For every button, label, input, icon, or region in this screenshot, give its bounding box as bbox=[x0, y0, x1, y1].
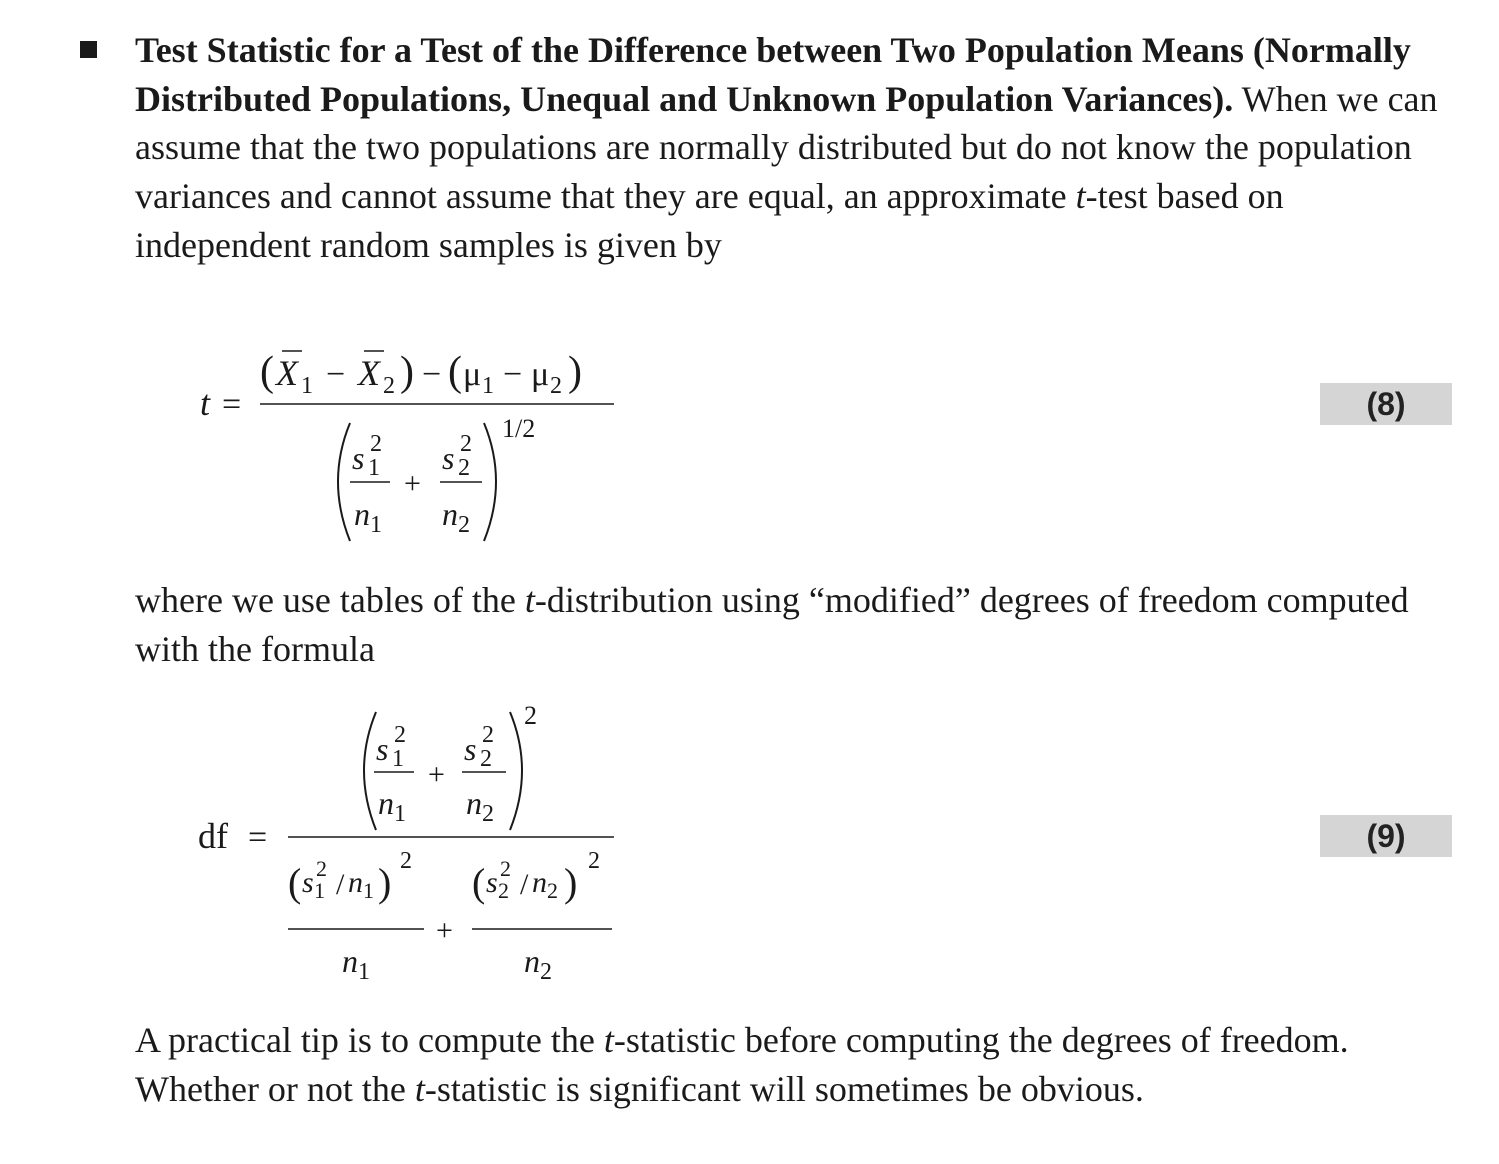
eq9-den-plus: + bbox=[436, 914, 453, 947]
eq9-den1-denom-sub: 1 bbox=[358, 959, 370, 985]
eq9-num-plus: + bbox=[428, 758, 445, 791]
eq9-den1-slash: / bbox=[336, 868, 345, 901]
paragraph-modified-df bbox=[135, 576, 1455, 673]
eq9-den2-slash: / bbox=[520, 868, 529, 901]
paragraph-test-statistic bbox=[135, 26, 1455, 270]
equation-number-9: (9) bbox=[1320, 815, 1452, 857]
paragraph-practical-tip bbox=[135, 1016, 1455, 1113]
equation-8 bbox=[190, 345, 650, 555]
eq9-den1-close: ) bbox=[378, 860, 392, 905]
eq8-den-paren-right bbox=[484, 423, 496, 541]
eq9-num-paren-left bbox=[364, 712, 376, 830]
eq9-num-s2-sq: 2 bbox=[482, 722, 494, 748]
eq8-sub-1b: 1 bbox=[482, 373, 494, 399]
eq9-den1-s-sub: 1 bbox=[314, 878, 325, 903]
eq9-den2-n-sub: 2 bbox=[547, 878, 558, 903]
eq9-num-s1-sq: 2 bbox=[394, 722, 406, 748]
eq9-den2-denom-n: n bbox=[524, 943, 540, 979]
eq8-n1: n bbox=[354, 496, 370, 532]
eq9-num-n1: n bbox=[378, 785, 394, 821]
equation-8-formula bbox=[190, 345, 650, 555]
para3-text-b: -statistic before computing the degrees of freedom. Whether or not the bbox=[135, 1020, 1349, 1109]
eq8-sub-2b: 2 bbox=[550, 373, 562, 399]
t-symbol: t bbox=[414, 1068, 425, 1109]
para3-text-c: -statistic is significant will sometimes be obvious. bbox=[424, 1068, 1144, 1109]
t-symbol: t bbox=[524, 580, 535, 620]
eq8-n2-sub: 2 bbox=[458, 512, 470, 538]
eq9-num-n2: n bbox=[466, 785, 482, 821]
eq8-s1-sq: 2 bbox=[370, 431, 382, 457]
para2-text-b: -distribution using “modified” degrees of freedom computed with the formula bbox=[135, 580, 1409, 669]
eq9-den2-s-sq: 2 bbox=[500, 856, 511, 881]
eq8-den-plus: + bbox=[404, 467, 421, 500]
eq9-den1-exp: 2 bbox=[400, 848, 412, 874]
eq8-s2: s bbox=[442, 440, 455, 476]
equation-9 bbox=[190, 700, 650, 990]
eq8-num-open-2: ( bbox=[448, 349, 462, 395]
eq8-num-close-1: ) bbox=[400, 349, 414, 395]
eq9-num-n1-sub: 1 bbox=[394, 801, 406, 827]
eq8-sub-2a: 2 bbox=[383, 373, 395, 399]
eq9-den1-denom-n: n bbox=[342, 943, 358, 979]
eq8-xbar-1: X bbox=[276, 353, 298, 393]
eq9-num-s1-sub: 1 bbox=[392, 746, 404, 772]
eq9-num-s2: s bbox=[464, 731, 477, 767]
eq8-xbar-2: X bbox=[358, 353, 380, 393]
para2-text-a: where we use tables of the bbox=[135, 580, 525, 620]
t-symbol: t bbox=[1075, 176, 1086, 217]
eq8-s1-sub: 1 bbox=[368, 455, 380, 481]
eq8-s2-sq: 2 bbox=[460, 431, 472, 457]
eq8-den-exponent: 1/2 bbox=[502, 414, 536, 443]
eq8-mu-2: μ bbox=[531, 356, 550, 393]
bullet-square-icon bbox=[80, 41, 97, 58]
eq9-den2-open: ( bbox=[472, 860, 486, 905]
eq8-minus-3: − bbox=[503, 356, 523, 393]
eq9-equals: = bbox=[248, 819, 268, 856]
eq8-den-paren-left bbox=[338, 423, 350, 541]
eq9-num-s2-sub: 2 bbox=[480, 746, 492, 772]
eq9-num-s1: s bbox=[376, 731, 389, 767]
eq8-lhs: t bbox=[200, 383, 211, 423]
eq8-s1: s bbox=[352, 440, 365, 476]
eq9-den1-n: n bbox=[348, 866, 363, 899]
eq8-num-open-1: ( bbox=[260, 349, 274, 395]
eq8-minus-2: − bbox=[422, 356, 442, 393]
eq9-den2-close: ) bbox=[564, 860, 578, 905]
para3-text-a: A practical tip is to compute the bbox=[135, 1020, 604, 1060]
eq9-den1-open: ( bbox=[288, 860, 302, 905]
eq9-lhs: df bbox=[198, 816, 228, 856]
equation-number-8: (8) bbox=[1320, 383, 1452, 425]
eq9-den2-n: n bbox=[532, 866, 547, 899]
eq8-mu-1: μ bbox=[463, 356, 482, 393]
eq9-den2-s: s bbox=[486, 866, 498, 899]
eq9-den2-s-sub: 2 bbox=[498, 878, 509, 903]
eq8-s2-sub: 2 bbox=[458, 455, 470, 481]
eq9-den1-s: s bbox=[302, 866, 314, 899]
eq9-num-exponent: 2 bbox=[524, 701, 537, 730]
para1-text-b: -test based on independent random samples is given by bbox=[135, 176, 1284, 265]
eq9-den1-n-sub: 1 bbox=[363, 878, 374, 903]
eq8-num-close-2: ) bbox=[568, 349, 582, 395]
eq9-den2-denom-sub: 2 bbox=[540, 959, 552, 985]
eq9-den1-s-sq: 2 bbox=[316, 856, 327, 881]
eq8-n2: n bbox=[442, 496, 458, 532]
eq8-sub-1a: 1 bbox=[301, 373, 313, 399]
t-symbol: t bbox=[603, 1020, 614, 1060]
eq9-num-n2-sub: 2 bbox=[482, 801, 494, 827]
eq9-num-paren-right bbox=[510, 712, 522, 830]
eq9-den2-exp: 2 bbox=[588, 848, 600, 874]
eq8-minus-1: − bbox=[326, 356, 346, 393]
equation-9-formula bbox=[190, 700, 650, 990]
bullet-heading: Test Statistic for a Test of the Difference between Two Population Means (Normally Distributed Populations, Unequal and Unknown Population Variances). bbox=[135, 30, 1411, 119]
para1-text-a: When we can assume that the two populations are normally distributed but do not know the population variances and cannot assume that they are equal, an approximate bbox=[135, 78, 1438, 217]
eq8-n1-sub: 1 bbox=[370, 512, 382, 538]
eq8-equals: = bbox=[222, 386, 242, 423]
